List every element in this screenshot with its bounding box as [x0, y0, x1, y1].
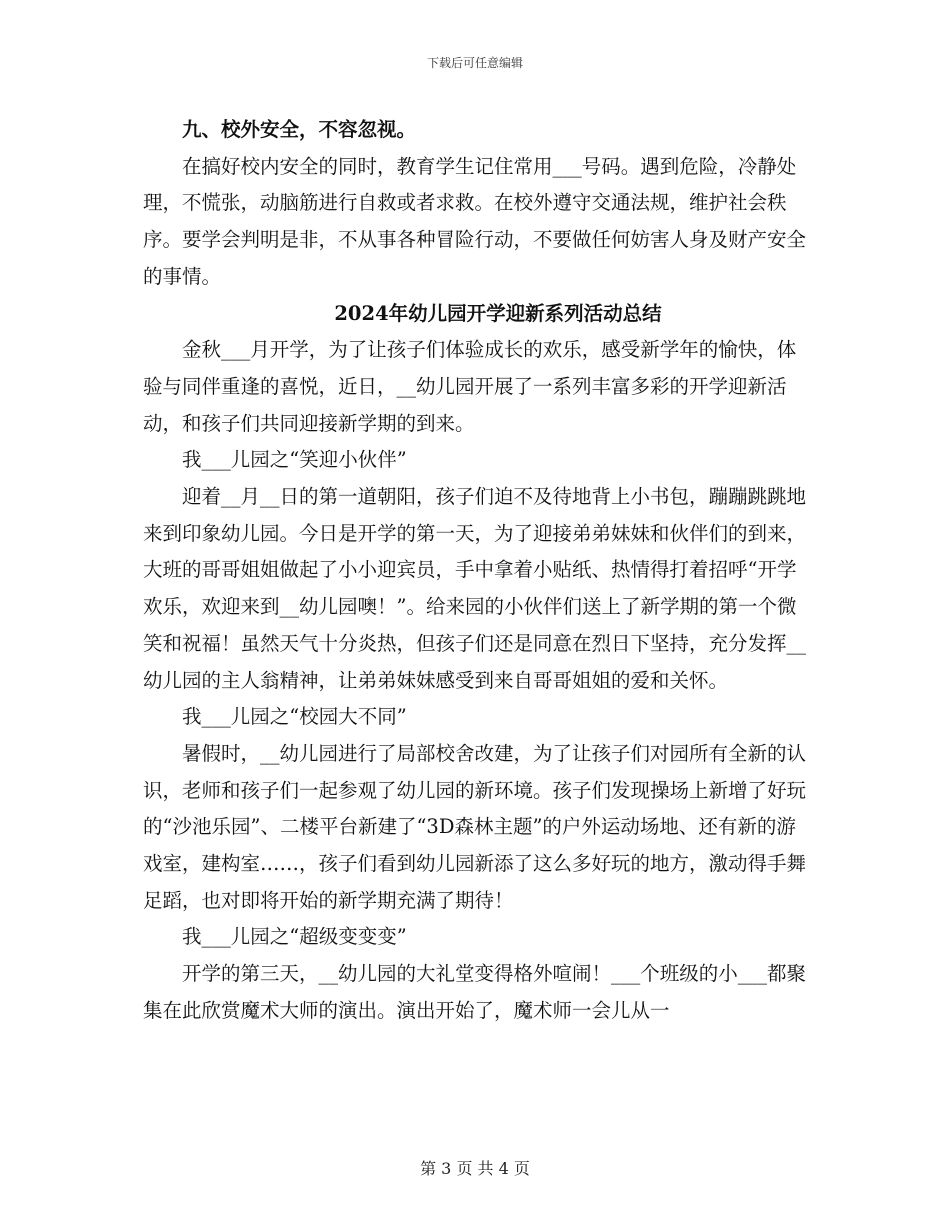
intro-paragraph: 金秋___月开学，为了让孩子们体验成长的欢乐，感受新学年的愉快，体验与同伴重逢的喜悦，近日，__幼儿园开展了一系列丰富多彩的开学迎新活动，和孩子们共同迎接新学期的到来。	[143, 338, 797, 435]
page-footer: 第 3 页 共 4 页	[420, 1159, 530, 1178]
article-title: 2024年幼儿园开学迎新系列活动总结	[334, 301, 662, 325]
paragraph-1: 迎着__月__日的第一道朝阳，孩子们迫不及待地背上小书包，蹦蹦跳跳地来到印象幼儿园。今日是开学的第一天，为了迎接弟弟妹妹和伙伴们的到来，大班的哥哥姐姐做起了小小迎宾员，手中拿着小贴纸、热情得打着招呼“开学欢乐，欢迎来到__幼儿园噢！”。给来园的小伙伴们送上了新学期的第一个微笑和祝福！虽然天气十分炎热，但孩子们还是同意在烈日下坚持，充分发挥__幼儿园的主人翁精神，让弟弟妹妹感受到来自哥哥姐姐的爱和关怀。	[143, 485, 807, 692]
subheading-2: 我___儿园之“校园大不同”	[182, 705, 407, 729]
subheading-1: 我___儿园之“笑迎小伙伴”	[182, 448, 407, 472]
paragraph-2: 暑假时，__幼儿园进行了局部校舍改建，为了让孩子们对园所有全新的认识，老师和孩子们一起参观了幼儿园的新环境。孩子们发现操场上新增了好玩的“沙池乐园”、二楼平台新建了“3D森林主题”的户外运动场地、还有新的游戏室，建构室……，孩子们看到幼儿园新添了这么多好玩的地方，激动得手舞足蹈，也对即将开始的新学期充满了期待！	[143, 741, 807, 912]
paragraph-3: 开学的第三天，__幼儿园的大礼堂变得格外喧闹！___个班级的小___都聚集在此欣赏魔术大师的演出。演出开始了，魔术师一会儿从一	[143, 962, 807, 1022]
document-body	[143, 112, 813, 1030]
section-paragraph: 在搞好校内安全的同时，教育学生记住常用___号码。遇到危险，冷静处理，不慌张，动脑筋进行自救或者求救。在校外遵守交通法规，维护社会秩序。要学会判明是非，不从事各种冒险行动，不要做任何妨害人身及财产安全的事情。	[143, 154, 807, 288]
section-heading: 九、校外安全，不容忽视。	[182, 118, 417, 141]
page-header: 下载后可任意编辑	[426, 56, 523, 70]
subheading-3: 我___儿园之“超级变变变”	[182, 925, 407, 949]
